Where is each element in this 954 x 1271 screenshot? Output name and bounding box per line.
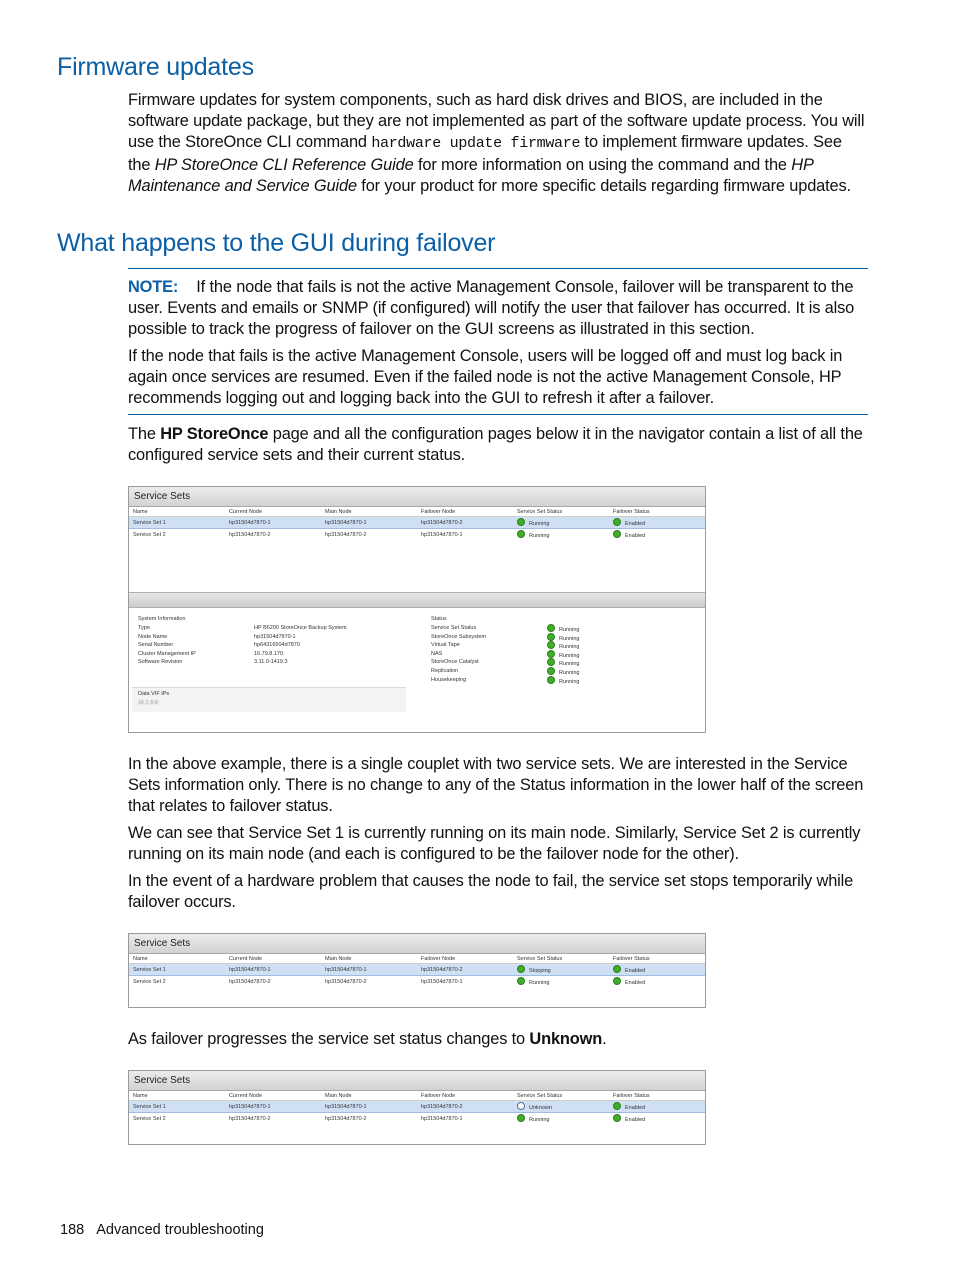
- intro-paragraph: The HP StoreOnce page and all the configuration pages below it in the navigator contain a list of all the configured service sets and their current status.: [128, 425, 863, 464]
- info-key: Virtual Tape: [431, 642, 460, 649]
- table-row[interactable]: [129, 529, 705, 541]
- cli-reference-guide-title: HP StoreOnce CLI Reference Guide: [154, 155, 414, 174]
- info-key: Cluster Management IP: [138, 650, 196, 657]
- info-value-text: HP B6200 StoreOnce Backup System: [254, 625, 347, 631]
- table-cell: [417, 976, 513, 988]
- info-value-text: hp64316504d7870: [254, 642, 300, 649]
- info-row: [431, 658, 701, 667]
- info-row: [138, 658, 408, 667]
- cell-text: hp31504d7870-1: [325, 966, 367, 973]
- example-paragraph: In the above example, there is a single couplet with two service sets. We are interested in the Service Sets information only. There is no change to any of the Status information in the lower half of the screen that relates to failover status.: [128, 755, 864, 815]
- gui-failover-heading: What happens to the GUI during failover: [57, 229, 496, 257]
- info-value-text: hp31504d7870-1: [254, 633, 296, 640]
- table-cell: [609, 1101, 705, 1113]
- table-cell: [513, 517, 609, 529]
- table-cell: [609, 1113, 705, 1125]
- status-title: Status: [431, 616, 447, 622]
- info-row: [138, 633, 408, 642]
- page-footer: [60, 1222, 264, 1238]
- info-value: [547, 676, 580, 687]
- info-value: [254, 641, 300, 650]
- info-row: [431, 676, 701, 685]
- hp-storeonce-bold: HP StoreOnce: [160, 425, 269, 443]
- cell-text: Running: [529, 980, 550, 986]
- cell-text: hp31504d7870-1: [229, 519, 271, 526]
- table-cell: [129, 517, 225, 529]
- column-header[interactable]: Service Set Status: [513, 507, 609, 517]
- column-header[interactable]: Current Node: [225, 1091, 321, 1101]
- info-key: Serial Number: [138, 642, 174, 649]
- info-value-text: Running: [559, 644, 580, 651]
- table-row[interactable]: [129, 976, 705, 988]
- table-cell: [513, 1113, 609, 1125]
- check-status-icon: [517, 1114, 525, 1122]
- check-status-icon: [517, 530, 525, 538]
- cell-text: Service Set 1: [133, 1103, 166, 1110]
- service-sets-table: [129, 507, 705, 540]
- maintenance-guide-title: HP Maintenance and Service Guide: [128, 155, 814, 195]
- info-value-text: Running: [559, 661, 580, 668]
- cell-text: Service Set 1: [133, 966, 166, 973]
- table-cell: [513, 529, 609, 541]
- cell-text: hp31504d7870-1: [421, 1115, 463, 1122]
- data-vif-ips-title: Data VIF IPs: [138, 691, 170, 697]
- footer-section-title: Advanced troubleshooting: [96, 1222, 264, 1238]
- cell-text: hp31504d7870-2: [229, 531, 271, 538]
- cell-text: Stopping: [529, 968, 551, 974]
- info-value: [254, 658, 288, 667]
- cell-text: Enabled: [625, 521, 646, 527]
- note-paragraph-2: If the node that fails is the active Management Console, users will be logged off and must log back in again once services are resumed. Even if the failed node is not the active Management Console, HP recommends logging out and logging back into the GUI to refresh it after a failover.: [128, 347, 843, 407]
- cell-text: Enabled: [625, 968, 646, 974]
- check-status-icon: [547, 650, 555, 658]
- cell-text: Enabled: [625, 1117, 646, 1123]
- column-header[interactable]: Failover Status: [609, 954, 705, 964]
- column-header[interactable]: Name: [129, 1091, 225, 1101]
- check-status-icon: [547, 667, 555, 675]
- column-header[interactable]: Service Set Status: [513, 954, 609, 964]
- info-row: [138, 650, 408, 659]
- cell-text: hp31504d7870-2: [325, 1115, 367, 1122]
- column-header[interactable]: Failover Status: [609, 1091, 705, 1101]
- info-value-text: Running: [559, 652, 580, 659]
- firmware-updates-paragraph: Firmware updates for system components, such as hard disk drives and BIOS, are included in the software update package, but they are not implemented as part of the software update process. You will use the StoreOnce CLI command hardware update firmware to implement firmware updates. See the HP StoreOnce CLI Reference Guide for more information on using the command and the HP Maintenance and Service Guide for your product for more specific details regarding firmware updates.: [128, 91, 865, 195]
- check-status-icon: [613, 530, 621, 538]
- check-status-icon: [547, 658, 555, 666]
- main-node-paragraph: We can see that Service Set 1 is currently running on its main node. Similarly, Service Set 2 is currently running on its main node (and each is configured to be the failover node for the other).: [128, 824, 861, 863]
- cell-text: hp31504d7870-1: [325, 1103, 367, 1110]
- service-sets-screenshot-stopping: [128, 933, 706, 1008]
- column-header[interactable]: Main Node: [321, 1091, 417, 1101]
- table-cell: [321, 976, 417, 988]
- table-cell: [225, 964, 321, 976]
- info-value: [254, 650, 283, 659]
- column-header[interactable]: Current Node: [225, 954, 321, 964]
- table-cell: [321, 529, 417, 541]
- info-row: [431, 624, 701, 633]
- table-cell: [129, 976, 225, 988]
- info-value: [254, 624, 347, 633]
- cell-text: hp31504d7870-2: [421, 1103, 463, 1110]
- info-key: Service Set Status: [431, 625, 477, 631]
- info-value-text: Running: [559, 627, 580, 633]
- info-row: [431, 633, 701, 642]
- cli-command-code: hardware update firmware: [371, 134, 581, 152]
- table-cell: [321, 1113, 417, 1125]
- cell-text: Running: [529, 533, 550, 539]
- cell-text: Service Set 2: [133, 531, 166, 538]
- cell-text: hp31504d7870-1: [325, 519, 367, 526]
- firmware-updates-heading: Firmware updates: [57, 53, 254, 81]
- check-status-icon: [547, 641, 555, 649]
- data-vif-ips-panel: [132, 687, 406, 712]
- note-label: NOTE:: [128, 278, 179, 296]
- check-status-icon: [547, 624, 555, 632]
- info-key: Type: [138, 625, 150, 631]
- cell-text: hp31504d7870-2: [421, 519, 463, 526]
- note-paragraph-1: NOTE: If the node that fails is not the active Management Console, failover will be transparent to the user. Events and emails or SNMP (if configured) will notify the user that failover has occurred. It is also possible to track the progress of failover on the GUI screens as illustrated in this section.: [128, 278, 855, 338]
- cell-text: hp31504d7870-2: [325, 531, 367, 538]
- note-bottom-rule: [128, 414, 868, 415]
- table-cell: [129, 1101, 225, 1113]
- cell-text: Unknown: [529, 1105, 552, 1111]
- table-cell: [609, 517, 705, 529]
- system-information-title: System Information: [138, 616, 186, 622]
- table-cell: [513, 1101, 609, 1113]
- table-cell: [225, 976, 321, 988]
- unknown-bold: Unknown: [529, 1030, 603, 1048]
- unknown-status-paragraph: As failover progresses the service set status changes to Unknown.: [128, 1030, 607, 1048]
- hardware-problem-paragraph: In the event of a hardware problem that causes the node to fail, the service set stops temporarily while failover occurs.: [128, 872, 854, 911]
- service-sets-title: Service Sets: [129, 934, 705, 954]
- cell-text: hp31504d7870-1: [421, 978, 463, 985]
- column-header[interactable]: Failover Node: [417, 507, 513, 517]
- info-value-text: 3.11.0-1419.3: [254, 659, 288, 666]
- table-cell: [321, 1101, 417, 1113]
- cell-text: hp31504d7870-1: [229, 1103, 271, 1110]
- info-key: Replication: [431, 667, 459, 674]
- column-header[interactable]: Name: [129, 507, 225, 517]
- check-status-icon: [517, 977, 525, 985]
- info-value: [254, 633, 296, 642]
- table-cell: [321, 964, 417, 976]
- cell-text: Service Set 1: [133, 519, 166, 526]
- info-key: Node Name: [138, 633, 168, 640]
- table-row[interactable]: [129, 964, 705, 976]
- table-cell: [417, 529, 513, 541]
- info-row: [431, 650, 701, 659]
- table-cell: [417, 1101, 513, 1113]
- table-cell: [513, 976, 609, 988]
- info-value-text: Running: [559, 635, 580, 642]
- check-status-icon: [517, 965, 525, 973]
- cell-text: Service Set 2: [133, 978, 166, 985]
- unknown-status-icon: [517, 1102, 525, 1110]
- table-cell: [609, 976, 705, 988]
- service-sets-title: Service Sets: [129, 487, 705, 507]
- note-top-rule: [128, 268, 868, 269]
- table-cell: [609, 964, 705, 976]
- column-header[interactable]: Service Set Status: [513, 1091, 609, 1101]
- table-cell: [417, 964, 513, 976]
- info-value-text: 16.79.8.170: [254, 650, 284, 657]
- column-header[interactable]: Failover Status: [609, 507, 705, 517]
- info-row: [138, 624, 408, 633]
- table-cell: [417, 517, 513, 529]
- check-status-icon: [613, 965, 621, 973]
- table-cell: [129, 529, 225, 541]
- cell-text: hp31504d7870-2: [325, 978, 367, 985]
- table-row[interactable]: [129, 517, 705, 529]
- info-row: [138, 641, 408, 650]
- table-cell: [321, 517, 417, 529]
- page-number: 188: [60, 1222, 85, 1238]
- column-header[interactable]: Failover Node: [417, 1091, 513, 1101]
- cell-text: Enabled: [625, 533, 646, 539]
- cell-text: hp31504d7870-1: [229, 966, 271, 973]
- check-status-icon: [613, 1114, 621, 1122]
- check-status-icon: [613, 1102, 621, 1110]
- info-key: StoreOnce Subsystem: [431, 633, 487, 640]
- service-sets-table: [129, 954, 705, 987]
- table-cell: [225, 517, 321, 529]
- info-row: [431, 641, 701, 650]
- service-sets-table: [129, 1091, 705, 1124]
- column-header[interactable]: Main Node: [321, 954, 417, 964]
- table-cell: [129, 1113, 225, 1125]
- panel-divider-bar: [129, 592, 705, 608]
- info-value-text: Running: [559, 678, 580, 685]
- info-key: Housekeeping: [431, 676, 467, 683]
- column-header[interactable]: Main Node: [321, 507, 417, 517]
- system-information-panel: [138, 615, 408, 667]
- table-cell: [225, 529, 321, 541]
- cell-text: hp31504d7870-2: [229, 978, 271, 985]
- cell-text: Running: [529, 1117, 550, 1123]
- check-status-icon: [517, 518, 525, 526]
- check-status-icon: [547, 676, 555, 684]
- info-key: Software Revision: [138, 659, 183, 666]
- check-status-icon: [613, 977, 621, 985]
- column-header[interactable]: Failover Node: [417, 954, 513, 964]
- table-cell: [225, 1113, 321, 1125]
- table-row[interactable]: [129, 1113, 705, 1125]
- column-header[interactable]: Name: [129, 954, 225, 964]
- info-value-text: Running: [559, 669, 580, 676]
- cell-text: Enabled: [625, 980, 646, 986]
- cell-text: Service Set 2: [133, 1115, 166, 1122]
- check-status-icon: [613, 518, 621, 526]
- column-header[interactable]: Current Node: [225, 507, 321, 517]
- cell-text: Enabled: [625, 1105, 646, 1111]
- table-cell: [609, 529, 705, 541]
- check-status-icon: [547, 633, 555, 641]
- info-key: StoreOnce Catalyst: [431, 659, 479, 666]
- info-key: NAS: [431, 650, 443, 657]
- cell-text: hp31504d7870-1: [421, 531, 463, 538]
- table-cell: [513, 964, 609, 976]
- service-sets-title: Service Sets: [129, 1071, 705, 1091]
- data-vif-ips-value: 16.1.9.8: [138, 700, 158, 706]
- table-cell: [225, 1101, 321, 1113]
- service-sets-screenshot-unknown: [128, 1070, 706, 1145]
- cell-text: hp31504d7870-2: [421, 966, 463, 973]
- status-panel: [431, 615, 701, 684]
- service-sets-screenshot-full: [128, 486, 706, 733]
- cell-text: hp31504d7870-2: [229, 1115, 271, 1122]
- cell-text: Running: [529, 521, 550, 527]
- table-row[interactable]: [129, 1101, 705, 1113]
- table-cell: [417, 1113, 513, 1125]
- info-row: [431, 667, 701, 676]
- table-cell: [129, 964, 225, 976]
